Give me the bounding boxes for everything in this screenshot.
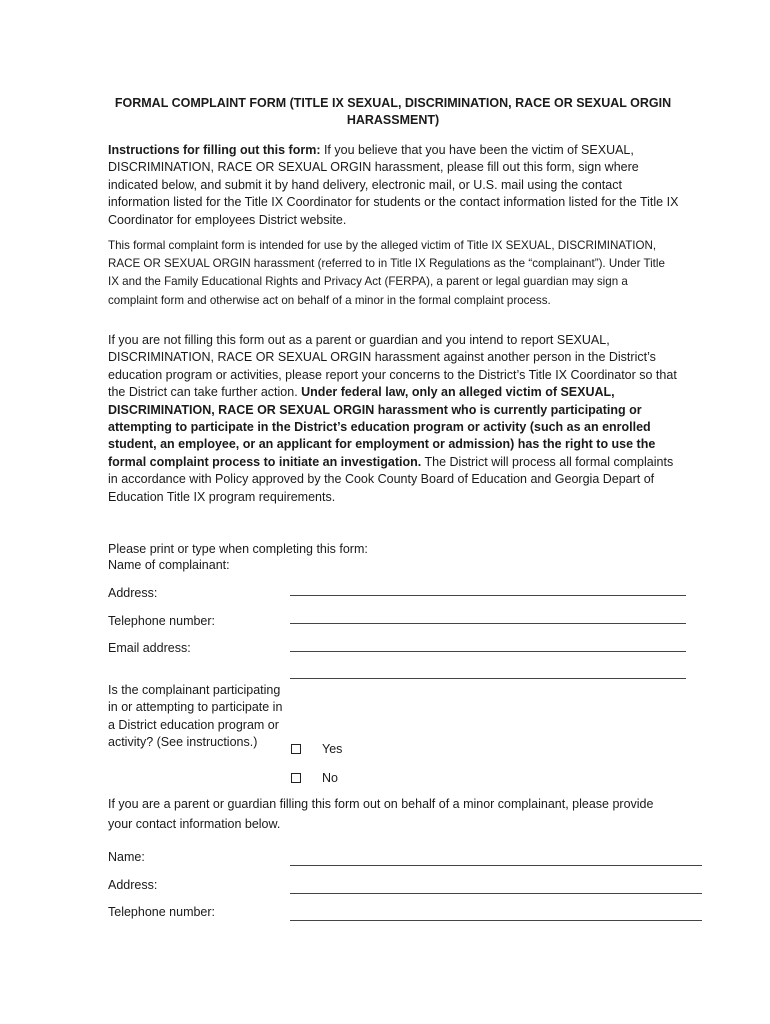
instructions-lead: Instructions for filling out this form: (108, 143, 321, 157)
telephone-line[interactable] (290, 623, 686, 624)
address-label: Address: (108, 586, 158, 600)
reporting-paragraph (108, 332, 680, 506)
parent-telephone-line[interactable] (290, 920, 702, 921)
parent-note: If you are a parent or guardian filling this form out on behalf of a minor complainant, please provide your contact information below. (108, 797, 654, 831)
instructions-paragraph (108, 142, 680, 229)
parent-name-line[interactable] (290, 865, 702, 866)
telephone-label: Telephone number: (108, 614, 216, 628)
parent-name-label: Name: (108, 850, 145, 864)
name-of-complainant-label: Name of complainant: (108, 558, 230, 572)
intended-use-paragraph: This formal complaint form is intended for use by the alleged victim of Title IX SEXUAL, DISCRIMINATION, RACE OR SEXUAL ORGIN harassment (referred to in Title IX Regulations as the “complainant”). Under Title IX and the Family Educational Rights and Privacy Act (FERPA), a parent or legal guardian may sign a complaint form and otherwise act on behalf of a minor in the formal complaint process. (108, 239, 665, 307)
parent-address-line[interactable] (290, 893, 702, 894)
instructions-text: If you believe that you have been the victim of SEXUAL, DISCRIMINATION, RACE OR SEXUAL ORGIN harassment, please fill out this form, sign where indicated below, and submit it by hand delivery, electronic mail, or U.S. mail using the contact information listed for the Title IX Coordinator for students or the contact information listed for the Title IX Coordinator for employees District website. (108, 143, 679, 227)
yes-label: Yes (322, 742, 343, 756)
email-line[interactable] (290, 651, 686, 652)
reporting-bold-text: Under federal law, only an alleged victim of SEXUAL, DISCRIMINATION, RACE OR SEXUAL ORGIN harassment who is currently participating or attempting to participate in the District’s education program or activity (such as an enrolled student, an employee, or an applicant for employment or admission) has the right to use the formal complaint process to initiate an investigation. (108, 385, 656, 469)
reporting-text-2: The District will process all formal complaints in accordance with Policy approved by the Cook County Board of Education and Georgia Depart of Education Title IX program requirements. (108, 454, 674, 504)
participation-question: Is the complainant participating in or attempting to participate in a District education program or activity? (See instructions.) (108, 683, 283, 750)
address-line[interactable] (290, 595, 686, 596)
no-checkbox[interactable] (291, 773, 301, 783)
parent-telephone-label: Telephone number: (108, 905, 216, 919)
no-label: No (322, 771, 338, 785)
print-note: Please print or type when completing this form: (108, 542, 368, 556)
reporting-text-1: If you are not filling this form out as a parent or guardian and you intend to report SEXUAL, DISCRIMINATION, RACE OR SEXUAL ORGIN harassment against another person in the District’s education program or activities, please report your concerns to the District’s Title IX Coordinator so that the District can take further action. (108, 333, 677, 400)
form-title: FORMAL COMPLAINT FORM (TITLE IX SEXUAL, DISCRIMINATION, RACE OR SEXUAL ORGIN HARASSMENT) (114, 96, 672, 127)
yes-checkbox[interactable] (291, 744, 301, 754)
email-label: Email address: (108, 641, 191, 655)
parent-address-label: Address: (108, 878, 158, 892)
email-continuation-line[interactable] (290, 678, 686, 679)
